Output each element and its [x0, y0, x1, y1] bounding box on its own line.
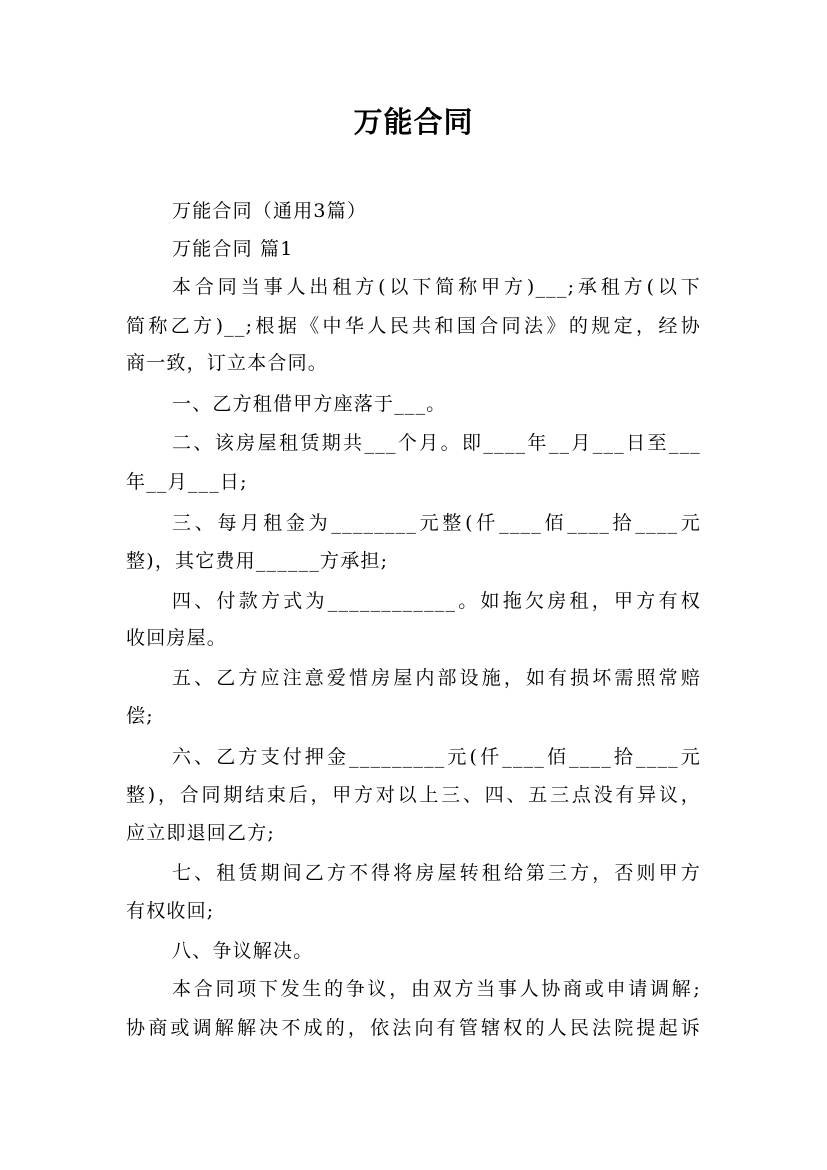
clause-2-continued: 年__月___日;	[126, 471, 248, 493]
paragraph-line: 本合同项下发生的争议，由双方当事人协商或申请调解;	[172, 978, 701, 1000]
clause-1: 一、乙方租借甲方座落于___。	[172, 393, 447, 415]
paragraph-line: 简称乙方)__;根据《中华人民共和国合同法》的规定，经协	[126, 315, 701, 337]
clause-6-continued: 整)，合同期结束后，甲方对以上三、四、五三点没有异议，	[126, 784, 701, 806]
clause-6-continued: 应立即退回乙方;	[126, 822, 276, 844]
section-heading: 万能合同 篇1	[172, 238, 294, 260]
paragraph-line: 本合同当事人出租方(以下简称甲方)___;承租方(以下	[172, 276, 701, 298]
subtitle-line: 万能合同（通用3篇）	[172, 200, 368, 222]
clause-4: 四、付款方式为____________。如拖欠房租，甲方有权	[172, 590, 701, 612]
clause-7: 七、租赁期间乙方不得将房屋转租给第三方，否则甲方	[172, 862, 701, 884]
clause-3-continued: 整)，其它费用______方承担;	[126, 550, 389, 572]
clause-5-continued: 偿;	[126, 705, 154, 727]
clause-8: 八、争议解决。	[172, 940, 314, 962]
paragraph-line: 协商或调解解决不成的，依法向有管辖权的人民法院提起诉	[126, 1017, 701, 1039]
clause-3: 三、每月租金为________元整(仟____佰____拾____元	[172, 512, 701, 534]
paragraph-line: 商一致，订立本合同。	[126, 352, 329, 374]
clause-7-continued: 有权收回;	[126, 900, 215, 922]
clause-5: 五、乙方应注意爱惜房屋内部设施，如有损坏需照常赔	[172, 667, 701, 689]
clause-2: 二、该房屋租赁期共___个月。即____年__月___日至___	[172, 432, 701, 454]
document-title: 万能合同	[353, 105, 474, 139]
clause-4-continued: 收回房屋。	[126, 627, 228, 649]
clause-6: 六、乙方支付押金_________元(仟____佰____拾____元	[172, 746, 701, 768]
